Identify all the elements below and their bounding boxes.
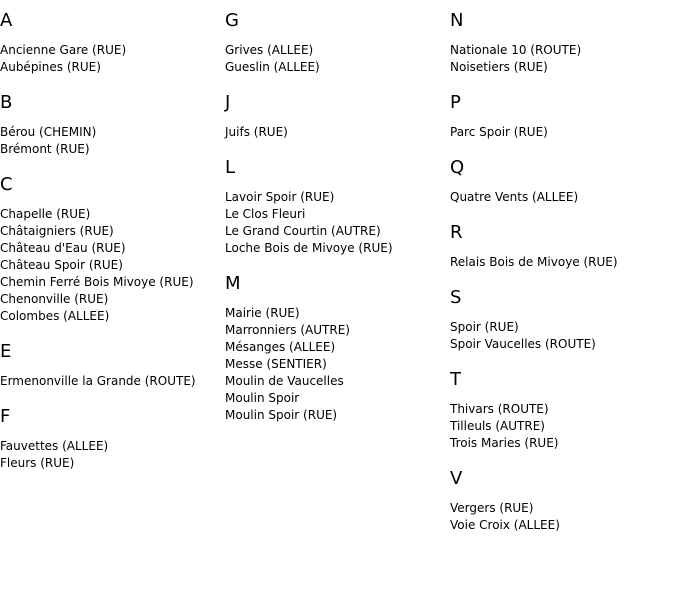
street-link[interactable]: Bérou (CHEMIN)	[0, 125, 97, 139]
letter-heading: M	[225, 273, 241, 294]
street-link[interactable]: Château d'Eau (RUE)	[0, 241, 126, 255]
letter-heading: A	[0, 10, 13, 31]
street-link[interactable]: Noisetiers (RUE)	[450, 60, 548, 74]
letter-heading: E	[0, 341, 12, 362]
street-link[interactable]: Spoir (RUE)	[450, 320, 519, 334]
letter-group-v	[450, 468, 674, 534]
street-link[interactable]: Ancienne Gare (RUE)	[0, 43, 127, 57]
street-link[interactable]: Marronniers (AUTRE)	[225, 323, 350, 337]
street-link[interactable]: Trois Maries (RUE)	[450, 436, 559, 450]
street-link[interactable]: Quatre Vents (ALLEE)	[450, 190, 579, 204]
letter-group-m	[225, 273, 449, 424]
letter-heading: V	[450, 468, 463, 489]
letter-heading: T	[450, 369, 461, 390]
letter-group-p	[450, 92, 674, 141]
street-link[interactable]: Chenonville (RUE)	[0, 292, 109, 306]
letter-heading: C	[0, 174, 13, 195]
street-link[interactable]: Mésanges (ALLEE)	[225, 340, 336, 354]
letter-heading: B	[0, 92, 13, 113]
street-link[interactable]: Chapelle (RUE)	[0, 207, 91, 221]
letter-heading: Q	[450, 157, 465, 178]
letter-heading: G	[225, 10, 239, 31]
street-index-column-1	[0, 10, 224, 488]
letter-heading: F	[0, 406, 11, 427]
letter-group-j	[225, 92, 449, 141]
letter-group-q	[450, 157, 674, 206]
street-link[interactable]: Fauvettes (ALLEE)	[0, 439, 109, 453]
street-link[interactable]: Relais Bois de Mivoye (RUE)	[450, 255, 618, 269]
street-link[interactable]: Juifs (RUE)	[225, 125, 288, 139]
letter-group-e	[0, 341, 224, 390]
street-link[interactable]: Loche Bois de Mivoye (RUE)	[225, 241, 393, 255]
street-link[interactable]: Thivars (ROUTE)	[450, 402, 549, 416]
street-link[interactable]: Voie Croix (ALLEE)	[450, 518, 560, 532]
street-link[interactable]: Nationale 10 (ROUTE)	[450, 43, 582, 57]
letter-group-r	[450, 222, 674, 271]
street-link[interactable]: Chemin Ferré Bois Mivoye (RUE)	[0, 275, 194, 289]
street-link[interactable]: Ermenonville la Grande (ROUTE)	[0, 374, 196, 388]
letter-heading: L	[225, 157, 236, 178]
street-link[interactable]: Le Grand Courtin (AUTRE)	[225, 224, 381, 238]
street-link[interactable]: Tilleuls (AUTRE)	[450, 419, 545, 433]
letter-group-g	[225, 10, 449, 76]
letter-heading: J	[225, 92, 231, 113]
street-link[interactable]: Le Clos Fleuri	[225, 207, 306, 221]
street-link[interactable]: Gueslin (ALLEE)	[225, 60, 320, 74]
letter-group-c	[0, 174, 224, 325]
street-index-column-2	[225, 10, 449, 440]
street-link[interactable]: Moulin de Vaucelles	[225, 374, 344, 388]
letter-heading: S	[450, 287, 462, 308]
letter-group-f	[0, 406, 224, 472]
letter-heading: N	[450, 10, 464, 31]
letter-group-n	[450, 10, 674, 76]
street-link[interactable]: Vergers (RUE)	[450, 501, 534, 515]
letter-group-s	[450, 287, 674, 353]
street-link[interactable]: Château Spoir (RUE)	[0, 258, 123, 272]
street-link[interactable]: Spoir Vaucelles (ROUTE)	[450, 337, 596, 351]
letter-heading: P	[450, 92, 461, 113]
street-link[interactable]: Messe (SENTIER)	[225, 357, 327, 371]
street-link[interactable]: Moulin Spoir (RUE)	[225, 408, 338, 422]
street-link[interactable]: Châtaigniers (RUE)	[0, 224, 114, 238]
letter-group-b	[0, 92, 224, 158]
street-link[interactable]: Aubépines (RUE)	[0, 60, 101, 74]
letter-group-l	[225, 157, 449, 257]
street-link[interactable]: Moulin Spoir	[225, 391, 300, 405]
letter-heading: R	[450, 222, 463, 243]
letter-group-a	[0, 10, 224, 76]
letter-group-t	[450, 369, 674, 452]
street-link[interactable]: Fleurs (RUE)	[0, 456, 75, 470]
street-link[interactable]: Brémont (RUE)	[0, 142, 90, 156]
street-link[interactable]: Parc Spoir (RUE)	[450, 125, 548, 139]
street-index-column-3	[450, 10, 674, 550]
street-link[interactable]: Colombes (ALLEE)	[0, 309, 110, 323]
street-link[interactable]: Mairie (RUE)	[225, 306, 300, 320]
street-link[interactable]: Grives (ALLEE)	[225, 43, 314, 57]
street-link[interactable]: Lavoir Spoir (RUE)	[225, 190, 335, 204]
